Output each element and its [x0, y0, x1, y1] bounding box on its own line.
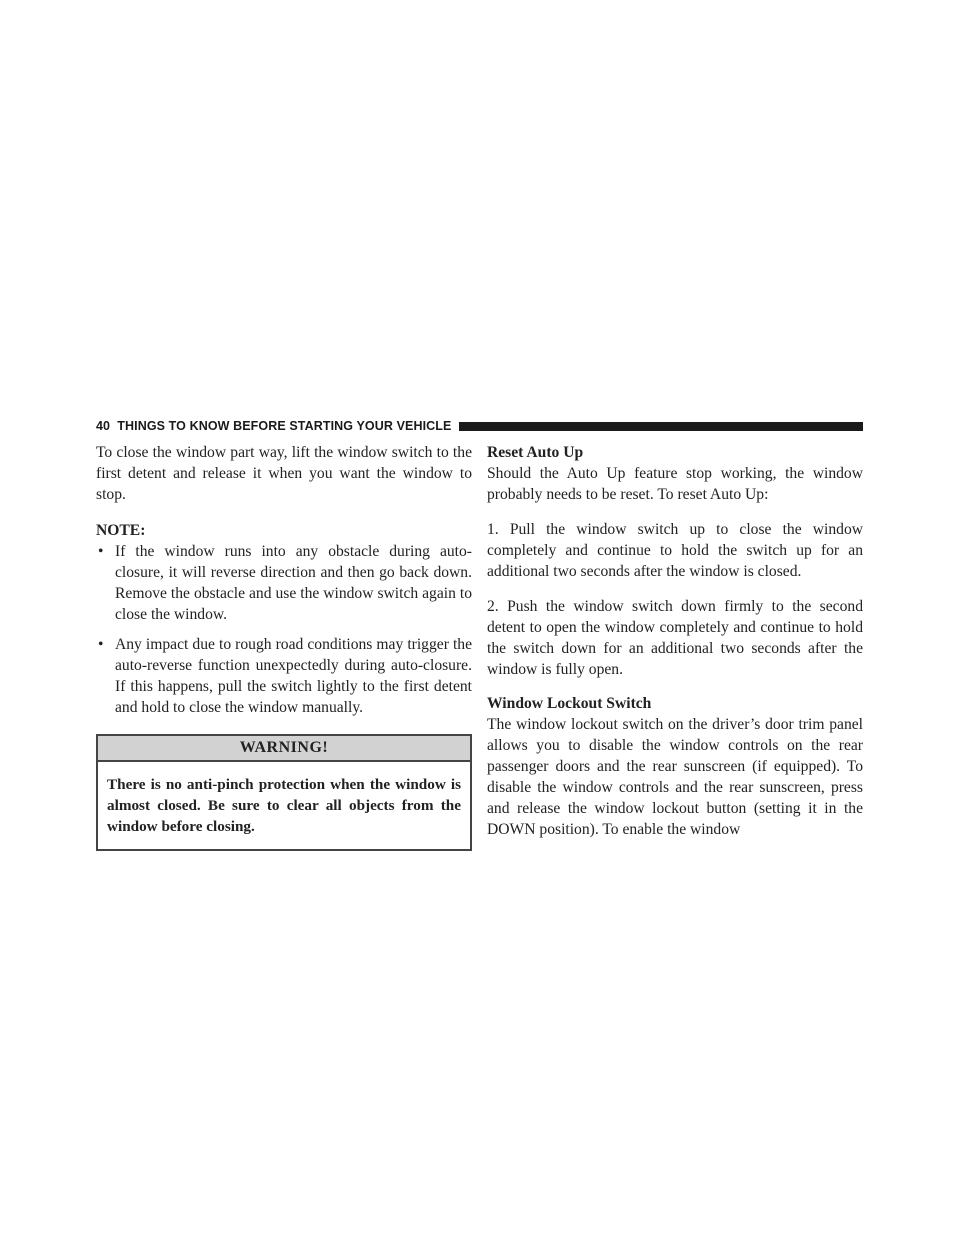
note-label: NOTE: — [96, 522, 146, 539]
bullet-text: Any impact due to rough road conditions may trigger the auto-reverse function unexpectedly during auto-closure. If this happens, pull the switch lightly to the first detent and hold to close the window manually. — [115, 636, 472, 716]
bullet-icon: • — [98, 636, 104, 653]
reset-intro-paragraph: Should the Auto Up feature stop working, the window probably needs to be reset. To reset Auto Up: — [487, 465, 863, 503]
left-column — [96, 442, 472, 851]
page-header-text — [96, 419, 451, 433]
intro-paragraph: To close the window part way, lift the window switch to the first detent and release it when you want the window to stop. — [96, 444, 472, 503]
list-item — [96, 634, 472, 718]
warning-title: WARNING! — [98, 736, 470, 762]
list-item — [96, 541, 472, 625]
right-column — [487, 442, 863, 840]
section-title: THINGS TO KNOW BEFORE STARTING YOUR VEHICLE — [117, 419, 452, 433]
window-lockout-heading: Window Lockout Switch — [487, 695, 652, 712]
step-2-paragraph: 2. Push the window switch down firmly to the second detent to open the window completely and continue to hold the switch down for an additional two seconds after the window is fully open. — [487, 598, 863, 678]
page-header — [96, 418, 863, 434]
lockout-paragraph: The window lockout switch on the driver’s door trim panel allows you to disable the window controls on the rear passenger doors and the rear sunscreen (if equipped). To disable the window controls and the rear sunscreen, press and release the window lockout button (setting it in the DOWN position). To enable the window — [487, 716, 863, 838]
bullet-text: If the window runs into any obstacle during auto-closure, it will reverse direction and then go back down. Remove the obstacle and use the window switch again to close the window. — [115, 543, 472, 623]
note-bullet-list — [96, 541, 472, 718]
warning-box — [96, 734, 472, 851]
step-1-paragraph: 1. Pull the window switch up to close the window completely and continue to hold the switch up for an additional two seconds after the window is closed. — [487, 521, 863, 580]
warning-body: There is no anti-pinch protection when the window is almost closed. Be sure to clear all objects from the window before closing. — [107, 776, 461, 835]
reset-auto-up-heading: Reset Auto Up — [487, 444, 584, 461]
page-number: 40 — [96, 419, 111, 433]
header-rule — [459, 422, 863, 431]
bullet-icon: • — [98, 543, 104, 560]
